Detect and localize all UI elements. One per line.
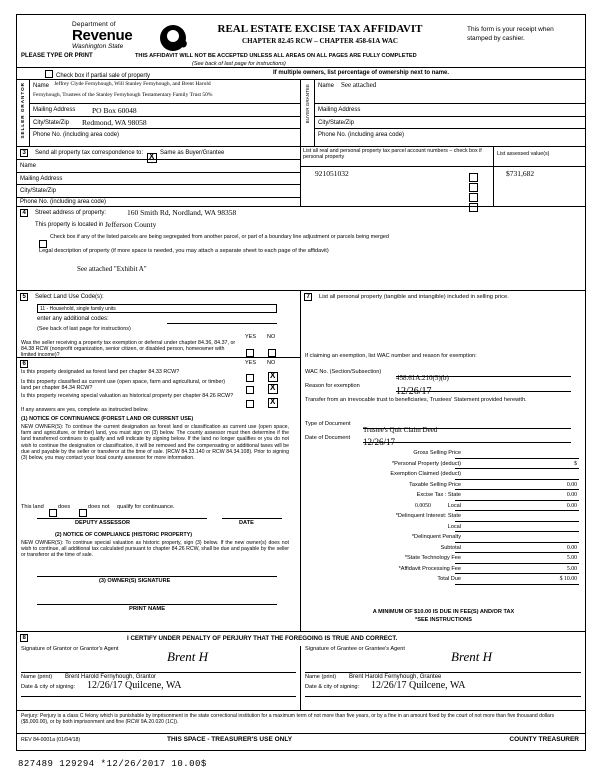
additional-codes-label: enter any additional codes: [37,316,109,322]
amount-line[interactable] [455,584,579,585]
perjury-text: Perjury: Perjury is a class C felony which is punishable by imprisonment in the state correctional institution for a maximum term of not more than five years, or by a fine in an amount fixed by the court of not more than five thousand dollars ($5,000.00), or by both imprisonment and fine (RCW 9A.20.020 (1C)). [21,713,555,726]
grantee-phone-label: Phone No. (including area code) [318,132,405,138]
section-8 [17,632,585,711]
grantee-mailing-field[interactable] [315,104,585,117]
certify-statement: I CERTIFY UNDER PENALTY OF PERJURY THAT THE FOREGOING IS TRUE AND CORRECT. [127,635,398,642]
amount-value: 5.00 [566,555,577,561]
grantor-vertical-label [17,80,30,146]
amount-line[interactable] [455,510,579,511]
amount-line[interactable] [455,552,579,553]
deputy-assessor-label: DEPUTY ASSESSOR [75,520,131,526]
corr-name-field[interactable] [17,160,300,173]
notice-compliance-text: NEW OWNER(S): To continue special valuation as historic property, sign (3) below. If the new owner(s) does not wish to continue, all additional tax calculated pursuant to chapter 84.26 RCW, shall be due and payable by the seller or transferor at the time of sale. [21,540,289,559]
checkbox-icon[interactable] [268,398,278,408]
section-8-number: 8 [20,634,28,642]
amount-label: Local [447,523,461,530]
amount-label: Total Due [437,576,461,582]
amount-line[interactable] [455,458,579,459]
yes-header-6: YES [245,360,257,366]
amount-label: Excise Tax : State [416,492,461,498]
owner-signature-heading: (3) OWNER(S) SIGNATURE [99,578,171,584]
grantee-city-label: City/State/Zip [318,119,355,126]
amount-label: Gross Selling Price [413,450,461,456]
corr-mailing-label: Mailing Address [20,175,63,182]
section-6 [17,358,300,631]
does-label: does [58,504,71,510]
grantor-sig-label-text: Signature of Grantor or Grantor's Agent [21,646,119,652]
corr-city-label: City/State/Zip [20,188,57,194]
same-as-buyer-label: Same as Buyer/Grantee [160,150,225,156]
amount-label: *Affidavit Processing Fee [398,565,461,572]
grantor-signature-block [17,646,301,710]
form-header [17,15,585,68]
amount-row [305,533,581,544]
located-in-label: This property is located in [35,222,104,228]
treasurer-stamp: 827489 129294 *12/26/2017 10.00$ [18,759,207,769]
amount-row [305,460,581,471]
notice-continuance-text: NEW OWNER(S): To continue the current designation as forest land or classification as current use (open space, farm and agriculture, or timber) land, you must sign on (3) below. The county assessor must then determine if the land transferred continues to qualify and will indicate by signing below. If the land no longer qualifies or you do not wish to continue the designation or classification, it will be removed and the compensating or additional taxes will be due and payable by the seller or transferor at the time of sale. (RCW 84.33.140 or RCW 84.34.108). Prior to signing (3) below, you may contact your local county assessor for more information. [21,424,289,462]
exemption-claim-label: If claiming an exemption, list WAC number and reason for exemption: [305,353,477,359]
logo-state: Washington State [72,43,124,50]
print-name-label: PRINT NAME [129,606,166,612]
exhibit-reference: See attached "Exhibit A" [77,265,147,273]
receipt-text: This form is your receipt when stamped by cashier. [467,26,554,42]
grantee-print-label: Name (print) [305,674,337,680]
partial-sale-row [17,68,585,80]
checkbox-icon[interactable] [45,70,53,78]
owner-signature-line[interactable] [37,576,277,577]
amount-row [305,481,581,492]
grantee-signature-block [301,646,585,710]
historic-no-checkbox[interactable] [268,394,278,412]
parcel-block [301,147,585,206]
notice-compliance-heading: (2) NOTICE OF COMPLIANCE (HISTORIC PROPERTY) [55,532,193,538]
corr-phone-label: Phone No. (including area code) [20,198,107,205]
section-3-number: 3 [20,149,28,157]
amount-value: 5.00 [566,565,577,572]
treasurer-space-label: THIS SPACE - TREASURER'S USE ONLY [167,736,293,743]
grantee-sig-label [305,646,405,653]
deputy-assessor-signature-line[interactable] [37,518,207,519]
affidavit-form [16,14,586,751]
middle-section [17,291,585,632]
grantor-mailing-label: Mailing Address [33,107,76,113]
corr-phone-field[interactable] [17,198,300,207]
grantor-sig-label [21,646,118,653]
amount-label: *State Technology Fee [404,555,461,561]
no-header-5: NO [267,334,276,340]
parcel-number-value: 921051032 [315,169,349,178]
see-back-5: (See back of last page for instructions) [37,326,131,332]
grantee-print-name: Brent Harold Fernyhough, Grantee [349,674,442,680]
form-footer [17,734,585,747]
checkbox-icon[interactable] [246,349,254,357]
grantee-date-city-label: Date & city of signing: [305,684,360,690]
amount-row [305,512,581,523]
logo-revenue: Revenue [72,27,133,44]
form-chapter: CHAPTER 82.45 RCW – CHAPTER 458-61A WAC [242,37,398,45]
does-not-label: does not [88,504,110,510]
form-title: REAL ESTATE EXCISE TAX AFFIDAVIT [217,23,423,35]
section-4 [17,207,585,291]
receipt-note [467,25,577,43]
grantee-city-field[interactable] [315,117,585,130]
reason-exemption-label: Reason for exemption [305,383,360,389]
assessed-header: List assessed value(s) [497,151,550,157]
amount-row [305,491,581,502]
type-document-value: Trustee's Quit Claim Deed [363,426,438,434]
grantor-mailing-field[interactable] [30,104,300,117]
accept-notice: THIS AFFIDAVIT WILL NOT BE ACCEPTED UNLESS ALL AREAS ON ALL PAGES ARE FULLY COMPLETED [135,53,417,59]
date-document-label: Date of Document [305,435,351,441]
local-rate: 0.0050 [415,502,431,509]
checkbox-icon[interactable] [79,509,87,517]
amount-label: *Delinquent Interest: State [395,513,461,519]
reason-exemption-input[interactable] [396,381,571,397]
amount-rows [305,449,581,586]
minimum-due-note: A MINIMUM OF $10.00 IS DUE IN FEE(S) AND/OR TAX [372,609,515,615]
grantor-print-label: Name (print) [21,674,53,680]
amount-line[interactable] [455,468,579,469]
partial-sale-label: Check box if partial sale of property [56,73,151,79]
grantee-phone-field[interactable] [315,129,585,145]
amount-row [305,470,581,481]
amount-label: Local [447,502,461,509]
if-any-yes-note: If any answers are yes, complete as instructed below. [21,407,149,413]
correspondence-label: Send all property tax correspondence to: [35,150,144,156]
grantee-name-label: Name [318,83,335,89]
dor-logo [72,21,207,50]
amount-row [305,523,581,534]
amount-line[interactable] [455,531,579,532]
additional-codes-input[interactable] [167,314,277,324]
print-name-line[interactable] [37,604,277,605]
grantee-label-text: BUYER GRANTEE [305,84,310,124]
grantor-city-label: City/State/Zip [33,119,70,126]
grantor-name-value: Jeffrey Clyde Fernyhough, Will Stanley Fernyhough, and Brent Harold [54,80,211,87]
grantee-sig-label-text: Signature of Grantee or Grantee's Agent [305,646,405,652]
amount-label: Subtotal [440,544,461,551]
no-header-6: NO [267,360,276,366]
street-address-label: Street address of property: [35,210,107,216]
parties-section [17,80,585,147]
left-column [17,291,301,631]
amount-label: *Delinquent Penalty [411,534,461,540]
grantor-phone-label: Phone No. (including area code) [33,132,120,138]
grantor-city-field[interactable] [30,117,300,130]
grantor-name-value-2: Fernyhough, Trustees of the Stanley Fernyhough Testamentary Family Trust 50% [33,92,213,98]
grantor-signature[interactable]: Brent H [167,649,209,664]
grantee-signature[interactable]: Brent H [451,649,493,664]
date-document-value: 12/26/17 [363,437,396,447]
amount-value: 0.00 [566,492,577,498]
county-treasurer-label: COUNTY TREASURER [509,736,579,743]
grantor-city-value: Redmond, WA 98058 [82,118,147,127]
amount-line[interactable] [455,573,579,574]
grantor-block [30,80,301,146]
amount-value: 0.00 [566,544,577,551]
grantor-label-text: SELLER GRANTOR [20,82,25,139]
form-title-block [195,23,445,45]
correspondence-block [17,147,301,206]
this-land-label: This land [21,504,44,510]
corr-mailing-field[interactable] [17,173,300,186]
grantor-date-city-value: 12/26/17 Quilcene, WA [87,680,182,691]
legal-description-label: Legal description of property (if more space is needed, you may attach a separate sheet to each page of the affidavit) [39,248,329,254]
checkbox-icon[interactable] [39,240,47,248]
amount-row [305,449,581,460]
section-7-number: 7 [304,293,312,301]
date-document-input[interactable] [363,432,571,447]
deputy-date-label: DATE [239,520,254,526]
section-3 [17,147,585,207]
amount-row [305,554,581,565]
assessed-value: $731,682 [506,169,535,178]
amount-row [305,575,581,586]
grantor-name-label: Name [33,83,50,89]
partial-sale-checkbox[interactable] [45,70,150,79]
amount-value: 0.00 [566,502,577,509]
land-use-code-select[interactable] [37,304,277,313]
transfer-note: Transfer from an irrevocable trust to beneficiaries, Trustees' Statement provided herewith. [305,397,527,403]
see-instructions-note: *SEE INSTRUCTIONS [415,617,472,623]
grantee-mailing-label: Mailing Address [318,107,361,113]
checkbox-icon[interactable] [246,400,254,408]
boundary-label: Check box if any of the listed parcels are being segregated from another parcel, or part of a boundary line adjustment or parcels being merged [50,234,389,240]
amount-label: *Personal Property (deduct) [391,460,461,467]
amount-row [305,502,581,513]
amount-row [305,565,581,576]
notice-continuance-heading: (1) NOTICE OF CONTINUANCE (FOREST LAND OR CURRENT USE) [21,416,194,422]
street-address-value: 160 Smith Rd, Nordland, WA 98358 [127,208,237,217]
amount-row [305,544,581,555]
logo-department: Department of [72,21,116,28]
grantor-phone-field[interactable] [30,129,300,145]
section-7 [301,291,585,631]
corr-city-field[interactable] [17,185,300,198]
checkbox-icon[interactable] [268,384,278,394]
grantor-print-name: Brent Harold Fernyhough, Grantor [65,674,157,680]
please-type-label: PLEASE TYPE OR PRINT [21,53,93,59]
current-use-question: Is this property classified as current use (open space, farm and agricultural, or timber) land per chapter 84.34 RCW? [21,379,226,392]
grantee-block [301,80,585,146]
parcel-header: List all real and personal property tax parcel account numbers – check box if personal property [303,148,482,160]
amount-line[interactable] [455,479,579,480]
amount-value: $ 10.00 [559,576,577,582]
yes-header-5: YES [245,334,257,340]
multiple-owners-note: If multiple owners, list percentage of ownership next to name. [273,70,450,76]
reason-exemption-value: 12/26/17 [396,386,432,397]
see-back-note: (See back of last page for instructions) [192,61,286,67]
grantor-mailing-value: PO Box 60048 [92,105,137,115]
form-revision: REV 84-0001a (01/04/18) [21,737,81,743]
grantee-name-field[interactable] [315,80,585,104]
amount-value: $ [574,460,577,467]
type-document-label: Type of Document [305,421,351,427]
grantor-date-city-label: Date & city of signing: [21,684,76,690]
checkbox-icon[interactable] [246,386,254,394]
corr-name-label: Name [20,163,37,169]
forest-land-question: Is this property designated as forest land per chapter 84.33 RCW? [21,369,180,375]
wac-number-value: 458.61A.210(5)(b) [396,374,449,382]
checkbox-icon[interactable] [49,509,57,517]
grantor-name-field[interactable] [30,80,300,104]
section-5-number: 5 [20,293,28,301]
grantee-date-city-value: 12/26/17 Quilcene, WA [371,680,466,691]
section-4-number: 4 [20,209,28,217]
grantee-vertical-label [301,80,315,146]
amount-value: 0.00 [566,481,577,488]
located-in-value: Jefferson County [105,220,157,229]
personal-property-label: List all personal property (tangible and intangible) included in selling price. [319,294,509,300]
historic-question: Is this property receiving special valuation as historical property per chapter 84.26 RCW? [21,393,234,399]
wac-number-label: WAC No. (Section/Subsection) [305,369,382,375]
amount-line[interactable] [455,542,579,543]
amount-line[interactable] [455,563,579,564]
checkbox-icon[interactable] [268,349,276,357]
historic-yes-checkbox[interactable] [246,394,257,412]
amount-line[interactable] [455,521,579,522]
wac-number-input[interactable] [396,367,571,382]
amount-label: Exemption Claimed (deduct) [390,471,461,477]
perjury-block [17,711,585,734]
revenue-swoosh-icon [160,25,186,51]
deputy-date-line[interactable] [222,518,282,519]
section-5 [17,291,300,358]
amount-line[interactable] [455,500,579,501]
section-6-number: 6 [20,360,28,368]
amount-label: Taxable Selling Price [409,481,461,488]
land-use-label: Select Land Use Code(s): [35,294,104,300]
exemption-question: Was the seller receiving a property tax exemption or deferral under chapter 84.36, 84.37, or 84.38 RCW (nonprofit organization, senior citizen, or disabled person, homeowner with limited income)? [21,340,236,358]
grantee-name-value: See attached [341,81,377,89]
amount-line[interactable] [455,489,579,490]
land-use-code-value: 11 - Household, single family units [40,306,116,312]
type-document-input[interactable] [363,419,571,434]
qualify-label: qualify for continuance. [117,504,175,510]
